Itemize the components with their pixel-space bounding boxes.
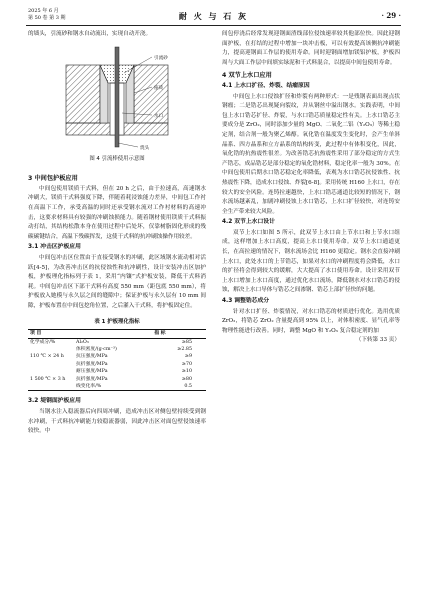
table-cell: 抗折强度/MPa — [76, 376, 108, 382]
right-column — [222, 30, 400, 346]
issue-volume: 第 50 卷 第 3 期 — [28, 15, 66, 21]
left-column — [28, 30, 206, 437]
section-4-1-paragraph: 中间包上水口侵蚀扩径和炸裂有两种形式：一是残钢表面出现点状钢瘤；二是锆芯出现疑向裂纹，并从钢丝中溢出钢水。实践表明，中间包上水口锆芯扩径、炸裂，与水口锆芯质量稳定性有关。上水口锆芯主要成分是 ZrO₂，同时添加少量的 MgO、二氧化二铝（Y₂O₃）等稀土稳定剂，结合剂一般为聚乙烯醇。氧化锆在温度发生变化时，会产生单斜晶系、四方晶系和立方晶系的结构转变，此过程中有体积变化，因此，氧化锆的抗热震性很差。为改善锆芯抗热震性采用了部分稳定的方式生产锆芯，成品锆芯是部分稳定的氧化锆材料，稳定化率一般为 30%。在中间包使用后期水口锆芯稳定化率降低，表观为水口锆芯抗侵蚀性、抗热震性下降，造成水口侵蚀、炸裂[6-8]。采用传统 H160 上水口，存在较大的安全风险。连铸拉速越快，上水口锆芯通道比较短的情况下，钢水流场越紊乱，加剧冲刷侵蚀上水口锆芯，上水口扩径较快，对连铸安全生产带来较大风险。 — [222, 93, 400, 215]
continuation-paragraph: 间包停浇后经常发现迎钢面渣线部位侵蚀速率较其他部位快。因此迎钢面护板，在打结的过程中增加一块冲击板，可以有效提高该侧抗冲刷能力，提高迎钢面工作层的使用寿命。同时迎钢面增加镁铝护板，护板四周与大面工作层中间填实绿泥和干式料混合，以提高中间包使用寿命。 — [222, 31, 400, 66]
table-header-value: 指 标 — [152, 330, 206, 338]
stopper-rod — [115, 47, 119, 147]
table-cell: 体积密度/(g·cm⁻³) — [76, 346, 117, 352]
table-cell: 抗折强度/MPa — [76, 361, 108, 367]
table-cell: 线变化率/% — [74, 383, 152, 391]
section-3-1-heading: 3.1 冲击区护板应用 — [28, 244, 81, 251]
table-row — [28, 361, 206, 368]
table-cell: 1 500 ℃ × 3 h — [30, 376, 66, 382]
table-cell: ≥2.85 — [177, 346, 192, 352]
table-row — [28, 368, 206, 375]
left-refractory-block — [66, 65, 100, 123]
section-4-1-heading: 4.1 上水口扩径、炸裂、结瘤原因 — [222, 82, 310, 89]
table-cell: Al₂O₃ — [76, 339, 89, 345]
section-4-2-paragraph: 双节上水口如图 5 所示，此双节上水口由上节水口和上节水口组成，这样增加上水口高度，提高上水口使用寿命。双节上水口通道更长，在高拉速的情况下，钢水流场会比 H160 更稳定。钢水会直接冲刷上水口，此处水口的上节锆芯，如果对水口的冲刷程度将会降低，水口的扩径将会得到较大的缓解，大大提高了水口使用寿命。设计采用双节上水口增加上水口高度，通过优化水口流场，降低钢水对水口锆芯的侵蚀，解决上水口导体与锆芯之间渗钢、锆芯上部扩径快的问题。 — [222, 229, 400, 294]
label-needle: 烧头 — [140, 145, 150, 151]
table-cell: 0.5 — [152, 383, 206, 391]
table-1-caption: 表 1 护板理化指标 — [94, 318, 140, 325]
header-divider — [26, 25, 401, 26]
journal-title: 耐 火 与 石 灰 — [178, 11, 249, 21]
page-number: · 29 · — [381, 11, 401, 20]
table-cell: ≥70 — [181, 361, 192, 367]
label-seat-brick: 座砖 — [154, 85, 164, 91]
table-1 — [28, 329, 206, 391]
section-4-3-heading: 4.3 调整锆芯成分 — [222, 298, 270, 305]
section-3-2-heading: 3.2 堤钢面护板应用 — [28, 398, 81, 405]
table-cell: 110 ℃ × 24 h — [30, 354, 64, 360]
section-3-1-paragraph: 中间包冲击区位置由于直接受钢水的冲刷，此区域钢水流动相对活跃[4-5]，为改善冲击区的抗侵蚀性和抗冲刷性，设计安装冲击区加护板，护板理化指标列于表 1，采用“内镶”式护板安装，降低干式料消耗。中间包冲击区下部干式料有高度 550 mm（距包底 550 mm），将护板放入她模与永久层之间的缝隙中；保证护板与永久层有 10 mm 间隙，护板布置在中间包挖角位置，之后灌入干式料，将护板固定住。 — [28, 254, 206, 309]
table-row — [28, 338, 206, 346]
table-cell — [28, 361, 74, 368]
table-row — [28, 376, 206, 383]
table-cell — [28, 346, 74, 353]
continued-note: （下转第 33 页） — [355, 337, 400, 344]
section-4-heading: 4 双节上水口应用 — [222, 72, 272, 80]
table-cell — [28, 383, 74, 391]
table-cell: 化学成分/% — [30, 339, 56, 345]
intro-text: 的墙头，引流砂和钢水自动流出，实现自动开浇。 — [28, 31, 152, 37]
issue-date: 2025 年 6 月 — [28, 8, 59, 14]
label-nozzle: 水口 — [154, 113, 164, 119]
table-cell: ≥85 — [181, 339, 192, 345]
table-cell: 抗压强度/MPa — [76, 354, 108, 360]
table-cell: ≥9 — [184, 354, 192, 360]
section-3-heading: 3 中间包护板应用 — [28, 175, 78, 183]
table-cell: ≥10 — [181, 369, 192, 375]
table-cell: ≥80 — [181, 376, 192, 382]
table-cell: 耐压强度/MPa — [76, 369, 108, 375]
figure-4 — [28, 43, 206, 153]
section-3-2-paragraph: 当钢水注入稳流器后向四周冲刷，造成冲击区对侧包壁持续受到钢水冲刷，干式料抗冲刷能力较稳流器弱，因此冲击区对面包壁侵蚀速率较快。中 — [28, 408, 206, 435]
section-3-paragraph: 中间包使用镁质干式料，但在 20 h 之后，由于拉速高，高速钢水冲刷大，镁质干式料强度下降，伴随着耗浸蚀能力差异，中间包工作衬在高温下工作，承受高温的同时还承受钢水流对工作衬材料的高速冲击，这要求材料具有较强的冲刷蚀损能力。随着钢材使用镁质干式料振动打结，其结构松散本身在使用过程中后处坏，仅靠树脂固化形成的残碳碳键结合，高温下残碳挥发，这使干式料的抗冲刷蚀操作用较差。 — [28, 185, 206, 240]
figure-caption: 图 4 引流棒使用示意图 — [89, 155, 145, 162]
table-row — [28, 353, 206, 360]
section-4-3-paragraph: 针对水口扩径、炸裂情况，对水口锆芯的材质进行优化。选用优质 ZrO₂，将锆芯 ZrO₂ 含量提高到 95% 以上，对体积密度、显气孔率等物理性能进行改善。同时，调整 MgO 和 Y₂O₃ 复合稳定剂的加 — [222, 308, 400, 334]
table-cell — [28, 368, 74, 375]
table-row — [28, 383, 206, 391]
stopper-diagram — [28, 43, 206, 153]
table-row — [28, 346, 206, 353]
table-header-item: 项 目 — [28, 330, 74, 338]
section-4-2-heading: 4.2 双节上水口设计 — [222, 219, 275, 226]
table-header-sub — [74, 330, 152, 338]
label-sand: 引流砂 — [154, 55, 168, 61]
